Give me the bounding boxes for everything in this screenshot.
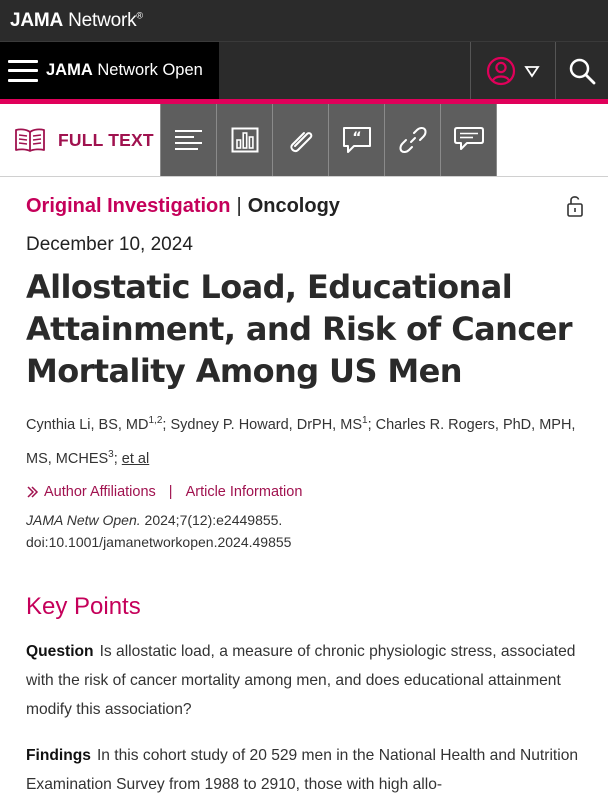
citation: JAMA Netw Open. 2024;7(12):e2449855. doi:10.1001/jamanetworkopen.2024.49855 (26, 511, 292, 550)
open-access-lock-icon (566, 194, 584, 218)
article-type-link[interactable]: Original Investigation (26, 194, 231, 217)
product-title[interactable]: JAMA Network Open (46, 61, 203, 79)
book-icon (14, 127, 46, 153)
article-info-links (26, 484, 582, 500)
jama-network-logo[interactable]: JAMA Network® (10, 9, 143, 31)
user-account-button[interactable] (470, 42, 555, 99)
et-al-link[interactable]: et al (121, 450, 150, 467)
figures-icon (231, 127, 259, 153)
article-toolbar (0, 104, 608, 177)
article-title: Allostatic Load, Educational Attainment, and Risk of Cancer Mortality Among US Men (26, 268, 572, 390)
full-text-label: FULL TEXT (58, 129, 154, 150)
attachment-icon (286, 125, 316, 155)
author-affiliations-link[interactable]: Author Affiliations (44, 483, 156, 500)
comment-button[interactable] (440, 104, 496, 176)
chevron-right-icon (26, 485, 40, 499)
findings-label: Findings (26, 746, 91, 764)
nav-left (0, 42, 219, 99)
author[interactable]: ; Sydney P. Howard, DrPH, MS (162, 416, 362, 433)
article-information-link[interactable]: Article Information (185, 483, 303, 500)
publication-date: December 10, 2024 (26, 234, 193, 255)
link-icon (398, 125, 428, 155)
author-list: Cynthia Li, BS, MD$^{1,2}$; Sydney P. Howard, DrPH, $MS^1$; Charles R. Rogers, PhD, MPH, MS, MCHES$^3$; et al (26, 415, 576, 467)
key-points-findings (26, 741, 582, 799)
cite-icon (342, 126, 372, 154)
author[interactable]: Cynthia Li, BS, MD (26, 416, 149, 433)
supplement-button[interactable] (272, 104, 328, 176)
figures-button[interactable] (216, 104, 272, 176)
permissions-link-button[interactable] (384, 104, 440, 176)
journal-abbrev: JAMA Netw Open. (26, 511, 141, 528)
brand-bar (0, 0, 608, 42)
key-points-heading: Key Points (26, 592, 141, 620)
outline-icon (174, 128, 204, 152)
link-divider: | (168, 483, 173, 500)
question-label: Question (26, 642, 94, 660)
comment-icon (453, 126, 485, 154)
doi[interactable]: doi:10.1001/jamanetworkopen.2024.49855 (26, 533, 292, 550)
article-subject[interactable]: Oncology (247, 194, 340, 217)
search-icon (568, 57, 596, 85)
type-separator: | (236, 194, 242, 217)
question-text: Is allostatic load, a measure of chronic physiologic stress, associated with the risk of cancer mortality among men, and does educational attainment modify this association? (26, 642, 576, 718)
article-type-row (26, 193, 582, 219)
chevron-down-icon (524, 64, 540, 78)
cite-button[interactable] (328, 104, 384, 176)
outline-button[interactable] (160, 104, 216, 176)
article-content (0, 193, 608, 799)
findings-text: In this cohort study of 20 529 men in the National Health and Nutrition Examination Survey from 1988 to 2910, those with high allo- (26, 746, 579, 793)
user-icon (486, 56, 516, 86)
hamburger-menu-icon[interactable] (8, 60, 38, 82)
search-button[interactable] (555, 42, 608, 99)
svg-text:“: “ (351, 130, 362, 146)
key-points-question (26, 637, 582, 724)
product-navbar (0, 42, 608, 99)
author[interactable]: ; Charles R. Rogers, PhD, MPH, MS, MCHES (26, 416, 576, 467)
full-text-tab[interactable] (0, 104, 160, 176)
